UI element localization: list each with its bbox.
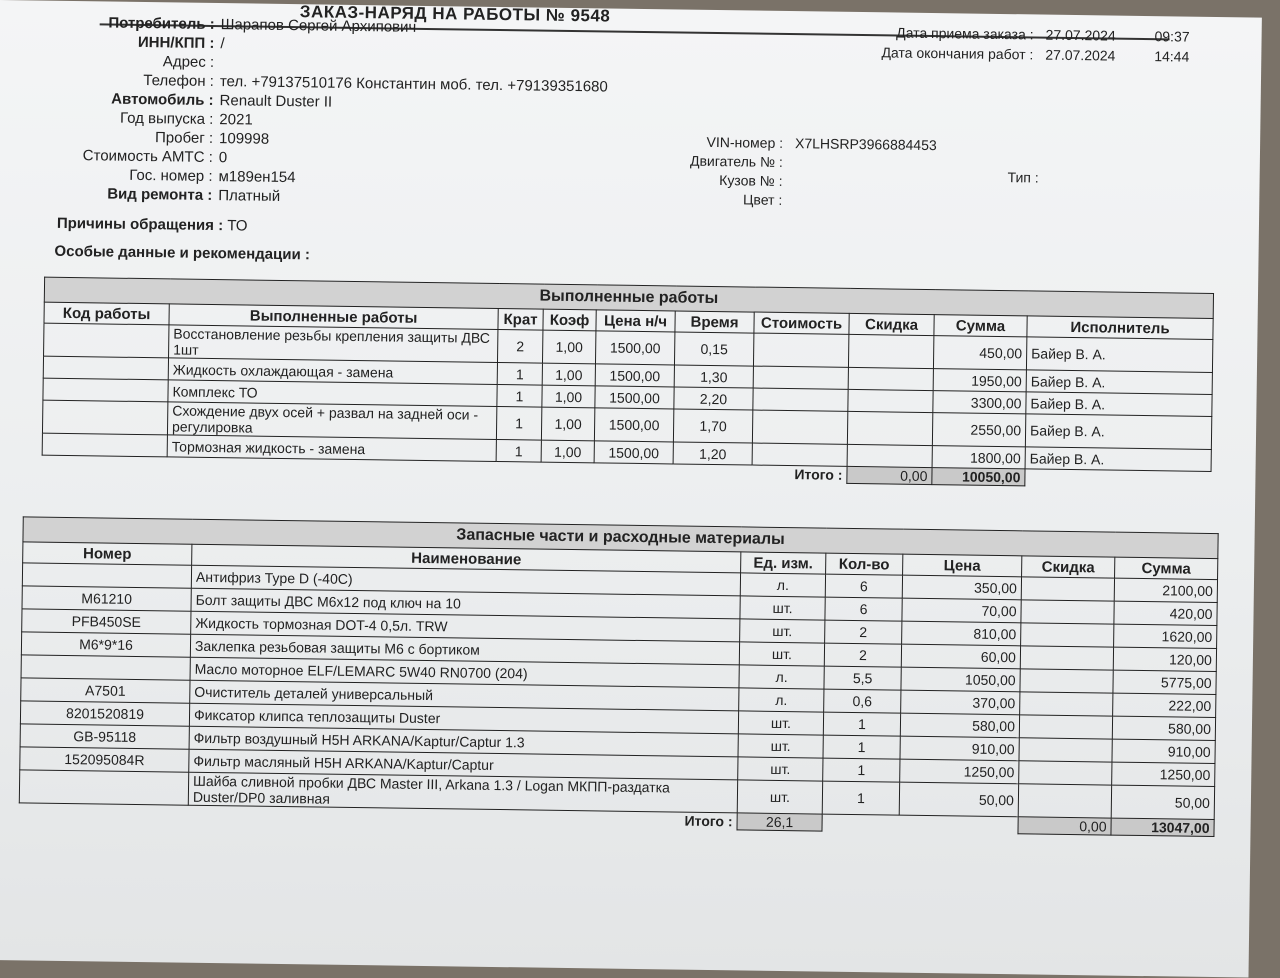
work-sum: 450,00 [933,336,1026,370]
part-name: Шайба сливной пробки ДВС Master III, Arkana 1.3 / Logan МКПП-раздатка Duster/DP0 заливная [188,772,737,813]
part-qty: 0,6 [824,689,901,713]
parts-header-sum: Сумма [1115,557,1218,579]
part-price: 910,00 [900,736,1019,761]
part-number [22,563,191,588]
part-qty: 1 [823,712,900,736]
work-discount [848,367,933,390]
works-table [41,277,1214,489]
work-mult: 1 [497,384,542,407]
engine-label: Двигатель № : [638,151,783,169]
parts-caption: Запасные части и расходные материалы [23,517,1218,559]
works-header-coef: Коэф [543,309,596,331]
mileage-label: Пробег : [0,127,213,147]
part-sum: 2100,00 [1114,578,1217,602]
document-title: ЗАКАЗ-НАРЯД НА РАБОТЫ № 9548 [300,2,611,26]
part-discount [1021,600,1114,624]
part-discount [1019,738,1112,762]
part-discount [1021,623,1114,647]
type-label: Тип : [1008,169,1039,185]
part-discount [1019,761,1112,785]
parts-header-unit: Ед. изм. [741,552,826,574]
phone-value: тел. +79137510176 Константин моб. тел. +79139351680 [214,73,608,95]
parts-total-discount: 0,00 [1018,817,1111,835]
part-qty: 6 [825,574,902,598]
parts-header-discount: Скидка [1022,556,1115,578]
part-qty: 6 [825,597,902,621]
parts-table [19,516,1219,837]
work-worker: Байер В. А. [1026,337,1212,373]
phone-label: Телефон : [0,70,214,90]
part-discount [1018,784,1111,818]
part-sum: 420,00 [1114,601,1217,625]
part-price: 580,00 [900,713,1019,738]
work-sum: 1800,00 [932,446,1025,469]
part-unit: шт. [737,780,822,814]
work-time: 1,20 [673,442,752,465]
vehicle-value: 0 [213,149,228,166]
part-name: Очиститель деталей универсальный [190,680,739,711]
work-name: Комплекс ТО [168,380,497,407]
part-unit: шт. [740,619,825,643]
part-qty: 1 [823,758,900,782]
work-time: 1,70 [673,409,752,443]
work-price: 1500,00 [594,441,673,464]
part-price: 50,00 [899,782,1018,817]
parts-total-sum: 13047,00 [1111,818,1214,836]
work-sum: 1950,00 [933,369,1026,392]
part-price: 1050,00 [901,667,1020,692]
part-qty: 1 [823,735,900,759]
part-number [19,770,188,805]
notes-label: Особые данные и рекомендации : [54,243,310,264]
work-code [43,356,168,380]
part-sum: 1620,00 [1114,624,1217,648]
works-header-price: Цена н/ч [596,310,675,332]
work-cost [753,388,848,411]
work-worker: Байер В. А. [1025,414,1211,450]
work-worker: Байер В. А. [1026,392,1212,417]
part-discount [1020,646,1113,670]
work-name: Схождение двух осей + развал на задней оси - регулировка [167,402,496,440]
vin-label: VIN-номер : [638,132,783,150]
year-value: 2021 [213,111,253,129]
work-discount [848,334,933,368]
part-sum: 1250,00 [1112,762,1215,786]
work-name: Жидкость охлаждающая - замена [168,358,497,385]
part-unit: л. [739,665,824,689]
work-end-date: 27.07.2024 [1045,45,1139,66]
part-name: Жидкость тормозная DOT-4 0,5л. TRW [191,611,740,642]
work-time: 0,15 [674,332,753,366]
work-cost [752,410,847,444]
reason-label: Причины обращения : [57,215,223,234]
part-name: Масло моторное ELF/LEMARC 5W40 RN0700 (204) [190,657,739,688]
part-discount [1020,692,1113,716]
work-name: Восстановление резьбы крепления защиты ДВС 1шт [169,325,498,363]
works-header-mult: Крат [498,308,543,330]
work-coef: 1,00 [541,440,594,463]
inn-label: ИНН/КПП : [0,32,215,52]
work-discount [847,444,932,467]
part-sum: 580,00 [1112,716,1215,740]
part-number: GB-95118 [20,724,189,749]
work-mult: 1 [496,406,541,440]
work-coef: 1,00 [542,330,595,364]
work-price: 1500,00 [595,331,674,365]
mileage-value: 109998 [213,130,269,148]
work-cost [753,333,848,367]
work-price: 1500,00 [595,386,674,409]
part-number: A7501 [21,678,190,703]
order-received-time: 09:37 [1139,26,1189,47]
inn-value: / [214,35,224,52]
part-discount [1019,715,1112,739]
part-name: Болт защиты ДВС М6х12 под ключ на 10 [191,588,740,619]
work-price: 1500,00 [594,408,673,442]
work-time: 1,30 [674,365,753,388]
part-price: 70,00 [902,598,1021,623]
address-label: Адрес : [0,51,214,71]
part-number: 152095084R [20,747,189,772]
consumer-value: Шарапов Сергей Архипович [215,16,417,36]
works-total-discount: 0,00 [847,466,932,484]
part-discount [1021,577,1114,601]
work-coef: 1,00 [542,385,595,408]
works-header-cost: Стоимость [754,312,849,334]
work-end-time: 14:44 [1139,46,1189,67]
reason-value: ТО [227,217,247,234]
part-name: Заклепка резьбовая защиты М6 с бортиком [190,634,739,665]
parts-total-qty: 26,1 [737,813,822,831]
part-name: Фильтр воздушный H5H ARKANA/Kaptur/Captur 1.3 [189,726,738,757]
plate-value: м189ен154 [212,168,295,186]
plate-label: Гос. номер : [0,165,213,185]
reason-line [57,215,248,235]
parts-header-number: Номер [23,542,192,565]
vehicle-info [637,131,937,211]
part-number: 8201520819 [20,701,189,726]
part-qty: 1 [822,781,899,815]
work-worker: Байер В. А. [1026,370,1212,395]
work-coef: 1,00 [542,363,595,386]
part-unit: шт. [738,734,823,758]
works-total-sum: 10050,00 [932,468,1025,486]
parts-rows [19,563,1217,820]
parts-header-name: Наименование [192,544,741,573]
part-unit: шт. [738,711,823,735]
order-dates [861,22,1190,67]
part-number [21,655,190,680]
vehicle-value-label: Стоимость АМТС : [0,146,213,166]
part-qty: 2 [824,643,901,667]
part-name: Фиксатор клипса теплозащиты Duster [189,703,738,734]
work-cost [753,366,848,389]
works-header-time: Время [675,311,754,333]
customer-info [0,12,609,211]
part-unit: шт. [739,642,824,666]
work-code [42,400,167,435]
work-code [43,378,168,402]
part-sum: 5775,00 [1113,670,1216,694]
part-unit: шт. [738,757,823,781]
work-discount [847,411,932,445]
works-header-sum: Сумма [934,315,1027,337]
work-name: Тормозная жидкость - замена [167,435,496,462]
work-cost [752,443,847,466]
work-mult: 1 [496,439,541,462]
part-unit: л. [740,573,825,597]
part-unit: л. [739,688,824,712]
parts-total-label: Итого : [19,803,737,830]
parts-header-price: Цена [903,554,1022,577]
part-sum: 120,00 [1113,647,1216,671]
works-header-discount: Скидка [849,313,934,335]
part-discount [1020,669,1113,693]
consumer-label: Потребитель : [0,13,215,33]
part-number: PFB450SE [22,609,191,634]
part-unit: шт. [740,596,825,620]
work-sum: 2550,00 [932,413,1025,447]
work-price: 1500,00 [595,364,674,387]
year-label: Год выпуска : [0,108,213,128]
works-caption: Выполненные работы [44,277,1213,318]
part-price: 1250,00 [900,759,1019,784]
work-mult: 2 [497,329,542,363]
part-sum: 910,00 [1112,739,1215,763]
type-field [1008,169,1039,185]
body-label: Кузов № : [637,170,782,188]
part-qty: 5,5 [824,666,901,690]
repair-type-label: Вид ремонта : [0,184,212,204]
work-end-label: Дата окончания работ : [861,42,1045,65]
part-price: 370,00 [901,690,1020,715]
repair-type-value: Платный [212,187,280,205]
works-header-name: Выполненные работы [169,304,498,330]
part-number: M61210 [22,586,191,611]
order-received-label: Дата приема заказа : [861,22,1045,45]
part-price: 810,00 [902,621,1021,646]
works-header-worker: Исполнитель [1027,316,1213,340]
work-sum: 3300,00 [933,391,1026,414]
vin-value: X7LHSRP3966884453 [783,134,937,152]
work-time: 2,20 [674,387,753,410]
part-price: 60,00 [901,644,1020,669]
color-label: Цвет : [637,189,782,207]
works-header-code: Код работы [44,302,169,325]
car-value: Renault Duster II [213,92,332,111]
parts-header-qty: Кол-во [826,553,903,575]
part-number: M6*9*16 [21,632,190,657]
work-code [44,323,169,358]
work-mult: 1 [497,362,542,385]
work-worker: Байер В. А. [1025,447,1211,472]
part-name: Фильтр масляный H5H ARKANA/Kaptur/Captur [189,749,738,780]
work-code [42,433,167,457]
works-rows [42,323,1213,471]
car-label: Автомобиль : [0,89,214,109]
work-discount [848,389,933,412]
part-sum: 50,00 [1111,785,1214,819]
part-sum: 222,00 [1113,693,1216,717]
order-received-date: 27.07.2024 [1045,25,1139,46]
part-qty: 2 [825,620,902,644]
work-coef: 1,00 [541,407,594,441]
part-name: Антифриз Type D (-40C) [191,565,740,596]
works-total-label: Итого : [752,465,847,483]
part-price: 350,00 [902,575,1021,600]
